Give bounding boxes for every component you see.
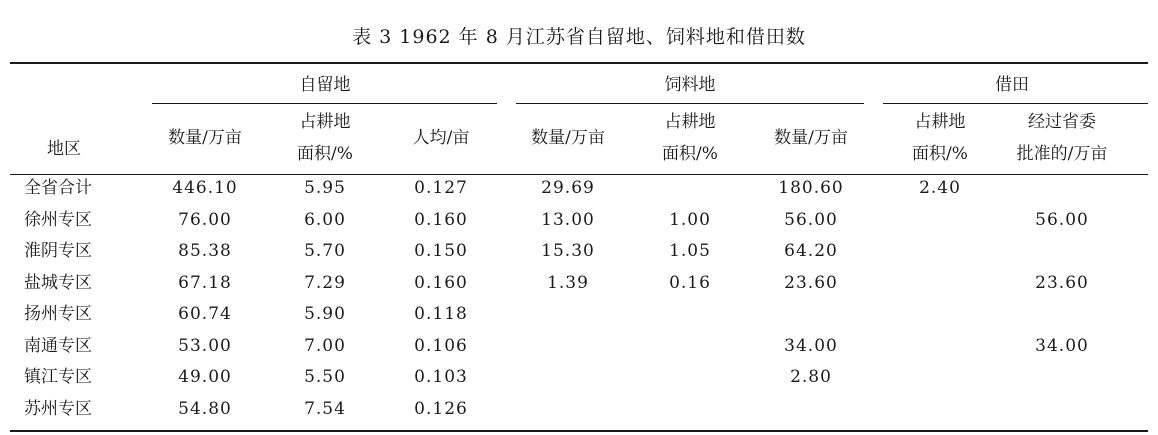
- cell-zl-percap: 0.160: [414, 209, 468, 230]
- table-top-rule: [10, 62, 1148, 64]
- cell-region: 苏州专区: [24, 398, 92, 419]
- table-bottom-rule: [10, 430, 1148, 432]
- header-jt-approved-1: 经过省委: [1028, 112, 1096, 132]
- header-jt-share-1: 占耕地: [914, 112, 966, 132]
- cell-zl-qty: 60.74: [178, 304, 232, 324]
- cell-zl-share: 5.70: [304, 241, 346, 261]
- cell-zl-percap: 0.126: [414, 398, 468, 419]
- cell-jt-approved: 56.00: [1035, 209, 1089, 230]
- cell-zl-share: 6.00: [304, 209, 346, 230]
- cell-region: 扬州专区: [24, 304, 92, 324]
- cell-jt-qty: 64.20: [784, 241, 838, 261]
- header-jt-qty: 数量/万亩: [774, 128, 848, 148]
- cell-sl-share: 1.00: [669, 209, 711, 230]
- cell-region: 全省合计: [24, 178, 92, 198]
- cell-zl-percap: 0.118: [414, 304, 468, 324]
- cell-zl-qty: 53.00: [178, 335, 232, 356]
- cell-zl-share: 5.95: [304, 178, 346, 198]
- cell-zl-share: 7.54: [304, 398, 346, 419]
- cell-jt-qty: 180.60: [778, 178, 844, 198]
- cell-zl-qty: 446.10: [172, 178, 238, 198]
- cell-zl-share: 5.90: [304, 304, 346, 324]
- cell-region: 淮阴专区: [24, 241, 92, 261]
- cell-jt-share: 2.40: [919, 178, 961, 198]
- header-zl-share-1: 占耕地: [299, 112, 351, 132]
- cell-zl-qty: 49.00: [178, 367, 232, 387]
- cell-sl-qty: 29.69: [541, 178, 595, 198]
- cell-sl-share: 0.16: [669, 272, 711, 293]
- header-region: 地区: [47, 139, 81, 159]
- cell-zl-percap: 0.150: [414, 241, 468, 261]
- header-zl-percap: 人均/亩: [412, 128, 470, 148]
- cell-sl-share: 1.05: [669, 241, 711, 261]
- header-sl-share-1: 占耕地: [664, 112, 716, 132]
- cell-zl-share: 7.00: [304, 335, 346, 356]
- cell-region: 南通专区: [24, 335, 92, 356]
- header-jt-approved-2: 批准的/万亩: [1016, 144, 1108, 164]
- header-zl-qty: 数量/万亩: [168, 128, 242, 148]
- cell-jt-approved: 23.60: [1035, 272, 1089, 293]
- group-rule-jietian: [883, 103, 1148, 104]
- cell-zl-share: 7.29: [304, 272, 346, 293]
- cell-jt-qty: 34.00: [784, 335, 838, 356]
- cell-region: 镇江专区: [24, 367, 92, 387]
- header-bottom-rule: [10, 174, 1148, 175]
- header-group-ziliudi: 自留地: [299, 75, 351, 95]
- cell-region: 徐州专区: [24, 209, 92, 230]
- table-title: 表 3 1962 年 8 月江苏省自留地、饲料地和借田数: [352, 26, 806, 48]
- cell-jt-qty: 23.60: [784, 272, 838, 293]
- header-group-jietian: 借田: [995, 75, 1029, 95]
- header-group-siliaodi: 饲料地: [664, 75, 716, 95]
- cell-sl-qty: 1.39: [547, 272, 589, 293]
- cell-zl-qty: 67.18: [178, 272, 232, 293]
- header-sl-qty: 数量/万亩: [531, 128, 605, 148]
- group-rule-siliaodi: [516, 103, 864, 104]
- header-sl-share-2: 面积/%: [662, 144, 718, 164]
- header-zl-share-2: 面积/%: [297, 144, 353, 164]
- cell-zl-share: 5.50: [304, 367, 346, 387]
- cell-sl-qty: 15.30: [541, 241, 595, 261]
- cell-zl-percap: 0.103: [414, 367, 468, 387]
- cell-region: 盐城专区: [24, 272, 92, 293]
- cell-zl-qty: 85.38: [178, 241, 232, 261]
- cell-zl-percap: 0.106: [414, 335, 468, 356]
- cell-zl-qty: 76.00: [178, 209, 232, 230]
- header-jt-share-2: 面积/%: [912, 144, 968, 164]
- group-rule-ziliudi: [152, 103, 497, 104]
- cell-sl-qty: 13.00: [541, 209, 595, 230]
- cell-jt-qty: 2.80: [790, 367, 832, 387]
- cell-jt-approved: 34.00: [1035, 335, 1089, 356]
- cell-zl-percap: 0.127: [414, 178, 468, 198]
- cell-jt-qty: 56.00: [784, 209, 838, 230]
- cell-zl-qty: 54.80: [178, 398, 232, 419]
- cell-zl-percap: 0.160: [414, 272, 468, 293]
